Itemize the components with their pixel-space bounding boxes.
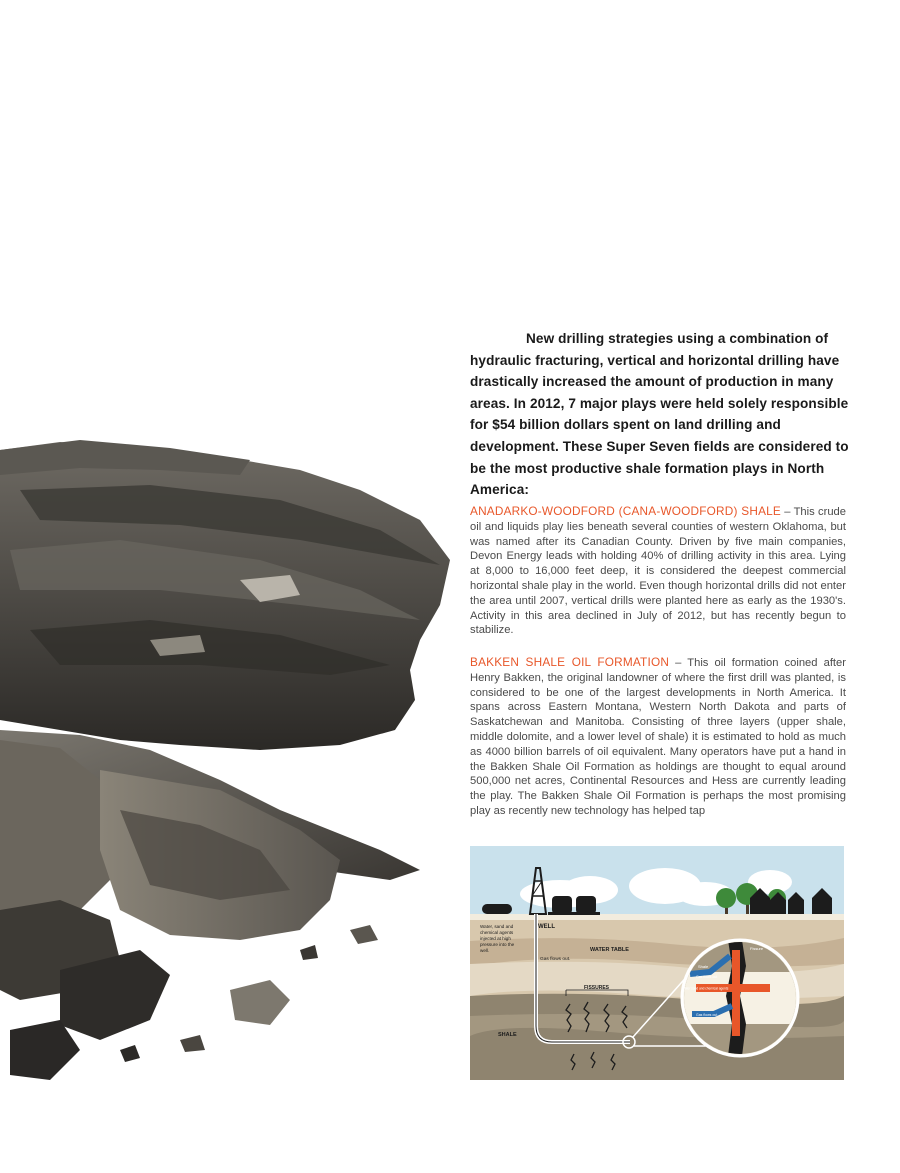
well-label: WELL <box>538 924 555 930</box>
injection-note-line: chemical agents <box>480 930 514 935</box>
zoom-water-label: Water sand and chemical agents <box>682 986 729 991</box>
injection-note-line: pressure into the <box>480 942 515 947</box>
section-heading: BAKKEN SHALE OIL FORMATION <box>470 655 670 669</box>
water-table-label: WATER TABLE <box>590 947 629 953</box>
shale-rock-photo <box>0 430 460 1120</box>
zoom-gas-out-label: Gas flows out <box>696 1013 718 1017</box>
fracking-diagram <box>470 846 844 1080</box>
section-anadarko-woodford <box>470 504 846 638</box>
section-body: – This oil formation coined after Henry Bakken, the original landowner of where the first drill was planted, is considered to be one of the largest developments in North America. It spans across Eastern Montana, Western North Dakota and parts of Saskatchewan and Manitoba. Consisting of three layers (upper shale, middle dolomite, and a lower level of shale) it is estimated to hold as much as 4000 billion barrels of oil equivalent. Many operators have put a hand in the Bakken Shale Oil Formation as holdings are thought to equal around 500,000 net acres, Continental Resources and Hess are currently leading the play. The Bakken Shale Oil Formation is perhaps the most promising play as recently new technology has helped tap <box>470 657 846 817</box>
zoom-shale-label: Shale <box>698 964 709 969</box>
section-heading: ANADARKO-WOODFORD (CANA-WOODFORD) SHALE <box>470 504 781 518</box>
intro-paragraph <box>470 328 850 501</box>
section-bakken <box>470 655 846 819</box>
injection-note-line: Water, sand and <box>480 924 514 929</box>
injection-note-line: well. <box>480 948 490 953</box>
fissures-label: FISSURES <box>584 985 610 991</box>
gas-flows-out-label: Gas flows out. <box>540 957 571 962</box>
zoom-fissure-label: Fissure <box>750 946 764 951</box>
intro-text: New drilling strategies using a combination of hydraulic fracturing, vertical and horizontal drilling have drastically increased the amount of production in many areas. In 2012, 7 major plays were held solely responsible for $54 billion dollars spent on land drilling and development. These Super Seven fields are considered to be the most productive shale formation plays in North America: <box>470 331 849 498</box>
section-body: – This crude oil and liquids play lies beneath several counties of western Oklahoma, but was named after its Canadian County. Driven by five main companies, Devon Energy leads with holding 40% of drilling activity in this area. Lying at 8,000 to 16,000 feet deep, it is considered the deepest commercial horizontal shale play in the world. Even though horizontal drills did not enter the area until 2007, vertical drills were planted here as early as the 1930's. Activity in this area declined in July of 2012, but has recently begun to stabilize. <box>470 506 846 637</box>
shale-label: SHALE <box>498 1032 517 1038</box>
injection-note-line: injected at high <box>480 936 511 941</box>
zoom-gas-in-label: Gas flows out <box>696 975 718 979</box>
